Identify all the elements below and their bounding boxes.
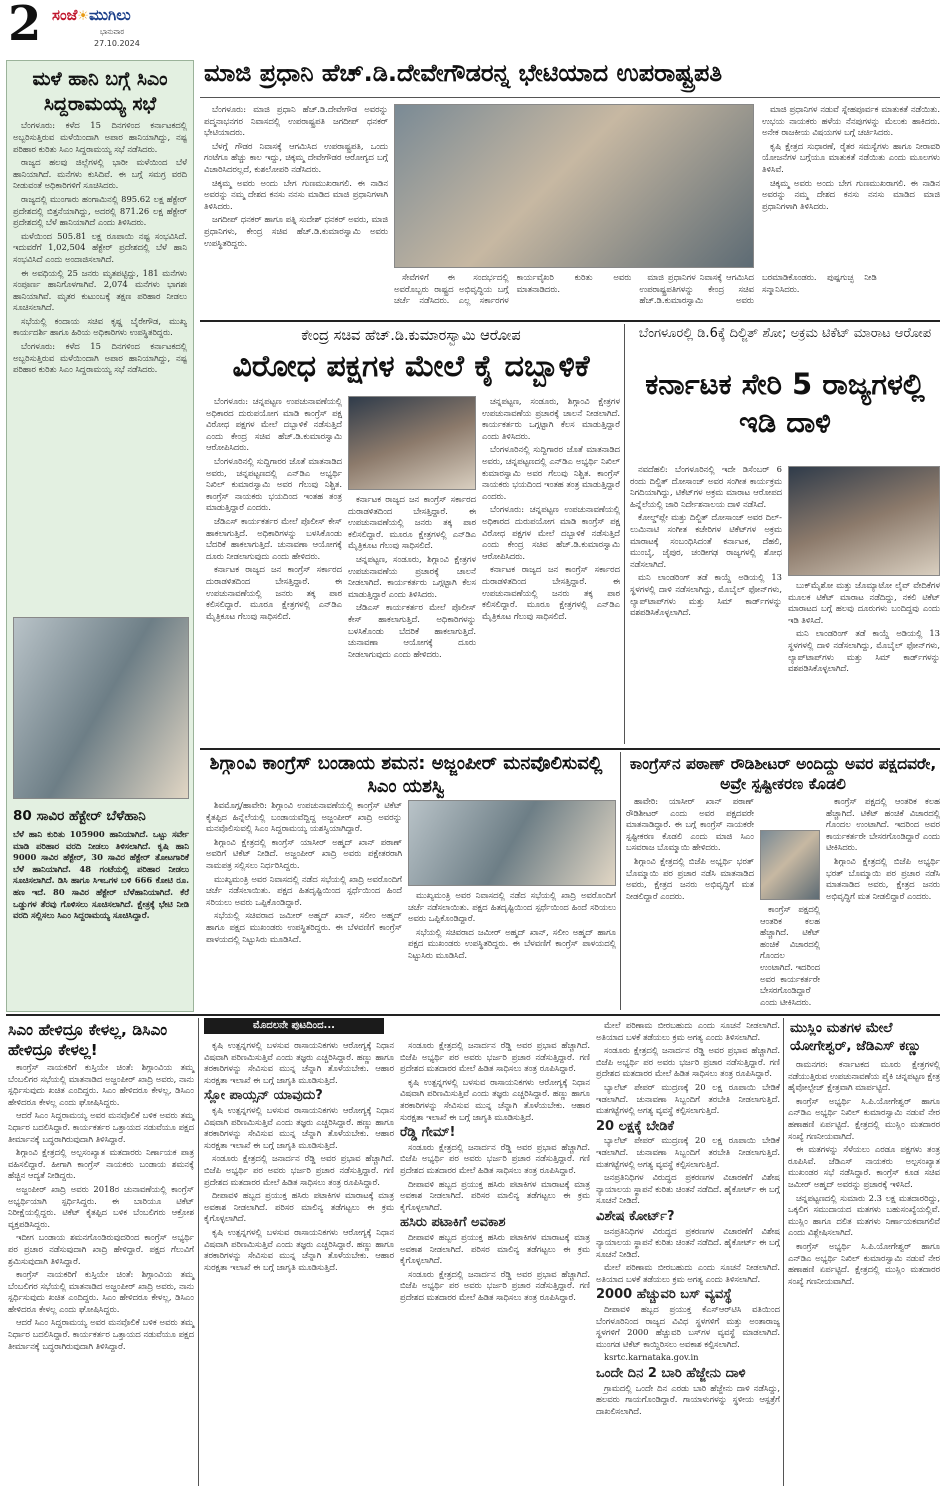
left-box-body: ಬೆಳೆ ಹಾನಿ ಕುರಿತು 105900 ಹಾನಿಯಾಗಿದೆ. ಒಟ್ಟು ಸರ್ವೇ ಮಾಡಿ ಪರಿಹಾರ ವರದಿ ನೀಡಲು ತಿಳಿಸಲಾಗಿದೆ. ಕೃಷಿ ಹಾನಿ 9000 ಸಾವಿರ ಹೆಕ್ಟೇರ್, 30 ಸಾವಿರ ಹೆಕ್ಟೇರ್ ತೋಟಗಾರಿಕೆ ಬೆಳೆ ಹಾನಿಯಾಗಿದೆ. 48 ಗಂಟೆಯಲ್ಲಿ ಪರಿಹಾರ ನೀಡಲು ಸೂಚಿಸಲಾಗಿದೆ. ಡಿಸಿ ಹಾಗೂ ಸಿಇಒಗಳ ಬಳಿ 666 ಕೋಟಿ ರೂ. ಹಣ ಇದೆ. 80 ಸಾವಿರ ಹೆಕ್ಟೇರ್ ಬೆಳೆಹಾನಿಯಾಗಿದೆ. ಕೆರೆ ಒಡ್ಡುಗಳ ತೆರವು ಗೊಳಿಸಲು ಸೂಚಿಸಲಾಗಿದೆ. ಕ್ಷೇತ್ರಕ್ಕೆ ಭೇಟಿ ನೀಡಿ ವರದಿ ಸಲ್ಲಿಸಲು ಸಿಎಂ ಸಿದ್ದರಾಮಯ್ಯ ಸೂಚಿಸಿದ್ದಾರೆ. [13,829,189,921]
continued-column-1 [204,1040,394,1486]
left-box-headline: 80 ಸಾವಿರ ಹೆಕ್ಟೇರ್ ಬೆಳೆಹಾನಿ [13,808,146,824]
paragraph: ರಾಜ್ಯದಲ್ಲಿ ಮುಂಗಾರು ಹಂಗಾಮಿನಲ್ಲಿ 895.62 ಲಕ್ಷ ಹೆಕ್ಟೇರ್ ಪ್ರದೇಶದಲ್ಲಿ ಬಿತ್ತನೆಯಾಗಿದ್ದು, ಅದರಲ್ಲಿ 871.26 ಲಕ್ಷ ಹೆಕ್ಟೇರ್ ಪ್ರದೇಶದಲ್ಲಿ ಬೆಳೆ ಹಾನಿಯಾಗಿದೆ ಎಂದು ತಿಳಿಸಿದರು. [13,193,187,228]
paragraph: ಇದೀಗ ಬಂಡಾಯ ಶಮನಗೊಂಡಿರುವುದರಿಂದ ಕಾಂಗ್ರೆಸ್ ಅಭ್ಯರ್ಥಿ ಪರ ಪ್ರಚಾರ ನಡೆಸುವುದಾಗಿ ಖಾದ್ರಿ ಹೇಳಿದ್ದಾರೆ. ಪಕ್ಷದ ಗೆಲುವಿಗೆ ಶ್ರಮಿಸುವುದಾಗಿ ತಿಳಿಸಿದ್ದಾರೆ. [8,1232,194,1266]
paragraph: ಚನ್ನಪಟ್ಟಣದಲ್ಲಿ ಸುಮಾರು 2.3 ಲಕ್ಷ ಮತದಾರರಿದ್ದು, ಒಕ್ಕಲಿಗ ಸಮುದಾಯದ ಮತಗಳು ಬಹುಸಂಖ್ಯೆಯಲ್ಲಿವೆ. ಮುಸ್ಲಿಂ ಹಾಗೂ ದಲಿತ ಮತಗಳು ನಿರ್ಣಾಯಕವಾಗಲಿವೆ ಎಂದು ವಿಶ್ಲೇಷಿಸಲಾಗಿದೆ. [788,1192,940,1238]
paragraph: ಸಭೆಯಲ್ಲಿ ಸಚಿವರಾದ ಜಮೀರ್ ಅಹ್ಮದ್ ಖಾನ್, ಸಲೀಂ ಅಹ್ಮದ್ ಹಾಗೂ ಪಕ್ಷದ ಮುಖಂಡರು ಉಪಸ್ಥಿತರಿದ್ದರು. ಈ ಬೆಳವಣಿಗೆ ಕಾಂಗ್ರೆಸ್ ಪಾಳಯದಲ್ಲಿ ನಿಟ್ಟುಸಿರು ಮೂಡಿಸಿದೆ. [408,926,616,960]
paragraph: ಕೃಷಿ ಉತ್ಪನ್ನಗಳಲ್ಲಿ ಬಳಸುವ ರಾಸಾಯನಿಕಗಳು ಆರೋಗ್ಯಕ್ಕೆ ನಿಧಾನ ವಿಷವಾಗಿ ಪರಿಣಮಿಸುತ್ತಿವೆ ಎಂದು ತಜ್ಞರು ಎಚ್ಚರಿಸಿದ್ದಾರೆ. ಹಣ್ಣು ಹಾಗೂ ತರಕಾರಿಗಳನ್ನು ಸೇವಿಸುವ ಮುನ್ನ ಚೆನ್ನಾಗಿ ತೊಳೆಯಬೇಕು. ಆಹಾರ ಸುರಕ್ಷತಾ ಇಲಾಖೆ ಈ ಬಗ್ಗೆ ಜಾಗೃತಿ ಮೂಡಿಸುತ್ತಿದೆ. [400,1076,590,1122]
paragraph: ಜೆಡಿಎಸ್ ಕಾರ್ಯಕರ್ತರ ಮೇಲೆ ಪೊಲೀಸ್ ಕೇಸ್ ಹಾಕಲಾಗುತ್ತಿದೆ. ಅಧಿಕಾರಿಗಳನ್ನು ಬಳಸಿಕೊಂಡು ಬೆದರಿಕೆ ಹಾಕಲಾಗುತ್ತಿದೆ. ಚುನಾವಣಾ ಆಯೋಗಕ್ಕೆ ದೂರು ನೀಡಲಾಗುವುದು ಎಂದು ಹೇಳಿದರು. [206,515,342,561]
paragraph: ಬೆಳಗ್ಗೆ ಗೌಡರ ನಿವಾಸಕ್ಕೆ ಆಗಮಿಸಿದ ಉಪರಾಷ್ಟ್ರಪತಿ, ಒಂದು ಗಂಟೆಗೂ ಹೆಚ್ಚು ಕಾಲ ಇದ್ದು, ಚಿಕ್ಕಮ್ಮ ದೇವೇಗೌಡರ ಆರೋಗ್ಯದ ಬಗ್ಗೆ ವಿಚಾರಿಸಿದರಲ್ಲದೆ, ಕುಶಲೋಪರಿ ನಡೆಸಿದರು. [204,140,388,174]
pathan-body-right [826,796,940,1008]
left-story-headline: ಮಳೆ ಹಾನಿ ಬಗ್ಗೆ ಸಿಎಂ ಸಿದ್ದರಾಮಯ್ಯ ಸಭೆ [32,68,168,115]
pathan-body-left [626,796,754,1008]
paragraph: ಬೆಂಗಳೂರು: ಚನ್ನಪಟ್ಟಣ ಉಪಚುನಾವಣೆಯಲ್ಲಿ ಅಧಿಕಾರದ ದುರುಪಯೋಗ ಮಾಡಿ ಕಾಂಗ್ರೆಸ್ ಪಕ್ಷ ವಿರೋಧ ಪಕ್ಷಗಳ ಮೇಲೆ ದಬ್ಬಾಳಿಕೆ ನಡೆಸುತ್ತಿದೆ ಎಂದು ಕೇಂದ್ರ ಸಚಿವ ಹೆಚ್.ಡಿ.ಕುಮಾರಸ್ವಾಮಿ ಆರೋಪಿಸಿದರು. [206,396,342,453]
paragraph: ಈ ಅವಧಿಯಲ್ಲಿ 25 ಜನರು ಮೃತಪಟ್ಟಿದ್ದು, 181 ಮನೆಗಳು ಸಂಪೂರ್ಣ ಹಾನಿಗೊಳಗಾಗಿವೆ. 2,074 ಮನೆಗಳು ಭಾಗಶಃ ಹಾನಿಯಾಗಿವೆ. ಮೃತರ ಕುಟುಂಬಕ್ಕೆ ತಕ್ಷಣ ಪರಿಹಾರ ನೀಡಲು ಸೂಚಿಸಲಾಗಿದೆ. [13,267,187,313]
special-court-subhead: ವಿಶೇಷ ಕೋರ್ಟ್? [596,1208,675,1224]
paragraph: ಬುಕ್‌ಮೈಶೋ ಮತ್ತು ಜೊಮ್ಯಾಟೋ ಲೈವ್ ವೇದಿಕೆಗಳ ಮೂಲಕ ಟಿಕೆಟ್ ಮಾರಾಟ ನಡೆದಿದ್ದು, ನಕಲಿ ಟಿಕೆಟ್ ಮಾರಾಟದ ಬಗ್ಗೆ ಹಲವು ದೂರುಗಳು ಬಂದಿದ್ದವು ಎಂದು ಇಡಿ ತಿಳಿಸಿದೆ. [788,580,940,625]
paragraph: ಶಿಗ್ಗಾಂವಿ ಕ್ಷೇತ್ರದಲ್ಲಿ ಬಿಜೆಪಿ ಅಭ್ಯರ್ಥಿ ಭರತ್ ಬೊಮ್ಮಾಯಿ ಪರ ಪ್ರಚಾರ ನಡೆಸಿ ಮಾತನಾಡಿದ ಅವರು, ಕ್ಷೇತ್ರದ ಜನರು ಅಭಿವೃದ್ಧಿಗೆ ಮತ ನೀಡಲಿದ್ದಾರೆ ಎಂದರು. [826,855,940,901]
brand-part2: ಮುಗಿಲು [88,6,131,24]
continued-label-bar [204,1018,384,1034]
kumaraswamy-photo [348,396,476,490]
paragraph: ಆದರೆ ಸಿಎಂ ಸಿದ್ದರಾಮಯ್ಯ ಅವರ ಮನವೊಲಿಕೆ ಬಳಿಕ ಅವರು ತಮ್ಮ ನಿರ್ಧಾರ ಬದಲಿಸಿದ್ದಾರೆ. ಕಾರ್ಯಕರ್ತರ ಒತ್ತಾಯದ ನಡುವೆಯೂ ಪಕ್ಷದ ತೀರ್ಮಾನಕ್ಕೆ ಬದ್ಧರಾಗಿರುವುದಾಗಿ ತಿಳಿಸಿದ್ದಾರೆ. [8,1317,194,1351]
paragraph: ಈ ಮತಗಳನ್ನು ಸೆಳೆಯಲು ಎರಡೂ ಪಕ್ಷಗಳು ತಂತ್ರ ರೂಪಿಸಿವೆ. ಜೆಡಿಎಸ್ ನಾಯಕರು ಅಲ್ಪಸಂಖ್ಯಾತ ಮುಖಂಡರ ಸಭೆ ನಡೆಸಿದ್ದಾರೆ. ಕಾಂಗ್ರೆಸ್ ಕೂಡ ಸಚಿವ ಜಮೀರ್ ಅಹ್ಮದ್ ಅವರನ್ನು ಪ್ರಚಾರಕ್ಕೆ ಇಳಿಸಿದೆ. [788,1144,940,1190]
paragraph: ಜನಪ್ರತಿನಿಧಿಗಳ ವಿರುದ್ಧದ ಪ್ರಕರಣಗಳ ವಿಚಾರಣೆಗೆ ವಿಶೇಷ ನ್ಯಾಯಾಲಯ ಸ್ಥಾಪನೆ ಕುರಿತು ಚಿಂತನೆ ನಡೆದಿದೆ. ಹೈಕೋರ್ಟ್ ಈ ಬಗ್ಗೆ ಸೂಚನೆ ನೀಡಿದೆ. [596,1172,780,1206]
bottom-left-headline: ಸಿಎಂ ಹೇಳಿದ್ರೂ ಕೇಳಲ್ಲ, ಡಿಸಿಎಂ ಹೇಳಿದ್ರೂ ಕೇಳಲ್ಲ! [8,1021,168,1060]
pathan-headline: ಕಾಂಗ್ರೆಸ್‌ನ ಪಠಾಣ್ ರೌಡಿಶೀಟರ್ ಅಂದಿದ್ದು ಅವರ ಪಕ್ಷದವರೇ, ಅವ್ರೇ ಸ್ಪಷ್ಟೀಕರಣ ಕೊಡಲಿ [629,755,937,794]
bee-attack-subhead: ಒಂದೇ ದಿನ 2 ಬಾರಿ ಹೆಜ್ಜೇನು ದಾಳಿ [596,1366,746,1382]
top-story-body-left [204,104,388,314]
paragraph: ಶಿವಮೊಗ್ಗ/ಹಾವೇರಿ: ಶಿಗ್ಗಾಂವಿ ಉಪಚುನಾವಣೆಯಲ್ಲಿ ಕಾಂಗ್ರೆಸ್ ಟಿಕೆಟ್ ಕೈತಪ್ಪಿದ ಹಿನ್ನೆಲೆಯಲ್ಲಿ ಬಂಡಾಯವೆದ್ದಿದ್ದ ಅಜ್ಜಂಪೀರ್ ಖಾದ್ರಿ ಅವರನ್ನು ಮನವೊಲಿಸುವಲ್ಲಿ ಸಿಎಂ ಸಿದ್ದರಾಮಯ್ಯ ಯಶಸ್ವಿಯಾಗಿದ್ದಾರೆ. [206,800,402,834]
paragraph: ಮಾಜಿ ಪ್ರಧಾನಿಗಳ ನಡುವೆ ಸ್ನೇಹಪೂರ್ವಕ ಮಾತುಕತೆ ನಡೆಯಿತು. ಉಭಯ ನಾಯಕರು ಹಳೆಯ ನೆನಪುಗಳನ್ನು ಮೆಲುಕು ಹಾಕಿದರು. ಅನೇಕ ರಾಜಕೀಯ ವಿಷಯಗಳ ಬಗ್ಗೆ ಚರ್ಚಿಸಿದರು. [762,104,940,138]
masthead [8,2,198,56]
green-crackers-subhead: ಹಸಿರು ಪಟಾಕಿಗೆ ಅವಕಾಶ [400,1215,506,1231]
divider [200,320,940,322]
paragraph: ಚಿಕ್ಕಮ್ಮ ಅವರು ಅಂದು ಬೇಗ ಗುಣಮುಖರಾಗಲಿ. ಈ ನಾಡಿನ ಅವರನ್ನು ನಮ್ಮ ದೇಶದ ಕನಸು ನನಸು ಮಾಡಿದ ಮಾಜಿ ಪ್ರಧಾನಿಗಳಾಗಿ ತಿಳಿಸಿದರು. [762,177,940,211]
divider [783,1018,784,1486]
paragraph: ನವದೆಹಲಿ: ಬೆಂಗಳೂರಿನಲ್ಲಿ ಇದೇ ಡಿಸೆಂಬರ್ 6 ರಂದು ದಿಲ್ಜಿತ್ ದೋಸಾಂಜ್ ಅವರ ಸಂಗೀತ ಕಾರ್ಯಕ್ರಮ ನಿಗದಿಯಾಗಿದ್ದು, ಟಿಕೆಟ್‌ಗಳ ಅಕ್ರಮ ಮಾರಾಟ ಆರೋಪದ ಹಿನ್ನೆಲೆಯಲ್ಲಿ ಜಾರಿ ನಿರ್ದೇಶನಾಲಯ ದಾಳಿ ನಡೆಸಿದೆ. [630,464,782,509]
muslim-body [788,1059,940,1459]
paragraph: ಶಿಗ್ಗಾಂವಿ ಕ್ಷೇತ್ರದಲ್ಲಿ ಅಲ್ಪಸಂಖ್ಯಾತ ಮತದಾರರು ನಿರ್ಣಾಯಕ ಪಾತ್ರ ವಹಿಸಲಿದ್ದಾರೆ. ಹೀಗಾಗಿ ಕಾಂಗ್ರೆಸ್ ನಾಯಕರು ಬಂಡಾಯ ಶಮನಕ್ಕೆ ಹೆಚ್ಚಿನ ಆದ್ಯತೆ ನೀಡಿದ್ದರು. [8,1147,194,1181]
paragraph: ಜೆಡಿಎಸ್ ಕಾರ್ಯಕರ್ತರ ಮೇಲೆ ಪೊಲೀಸ್ ಕೇಸ್ ಹಾಕಲಾಗುತ್ತಿದೆ. ಅಧಿಕಾರಿಗಳನ್ನು ಬಳಸಿಕೊಂಡು ಬೆದರಿಕೆ ಹಾಕಲಾಗುತ್ತಿದೆ. ಚುನಾವಣಾ ಆಯೋಗಕ್ಕೆ ದೂರು ನೀಡಲಾಗುವುದು ಎಂದು ಹೇಳಿದರು. [348,602,476,659]
divider [6,1014,940,1016]
paragraph: ಕೃಷಿ ಉತ್ಪನ್ನಗಳಲ್ಲಿ ಬಳಸುವ ರಾಸಾಯನಿಕಗಳು ಆರೋಗ್ಯಕ್ಕೆ ನಿಧಾನ ವಿಷವಾಗಿ ಪರಿಣಮಿಸುತ್ತಿವೆ ಎಂದು ತಜ್ಞರು ಎಚ್ಚರಿಸಿದ್ದಾರೆ. ಹಣ್ಣು ಹಾಗೂ ತರಕಾರಿಗಳನ್ನು ಸೇವಿಸುವ ಮುನ್ನ ಚೆನ್ನಾಗಿ ತೊಳೆಯಬೇಕು. ಆಹಾರ ಸುರಕ್ಷತಾ ಇಲಾಖೆ ಈ ಬಗ್ಗೆ ಜಾಗೃತಿ ಮೂಡಿಸುತ್ತಿದೆ. [204,1040,394,1085]
paragraph: ಕಾಂಗ್ರೆಸ್ ಅಭ್ಯರ್ಥಿ ಸಿ.ಪಿ.ಯೋಗೇಶ್ವರ್ ಹಾಗೂ ಎನ್‌ಡಿಎ ಅಭ್ಯರ್ಥಿ ನಿಖಿಲ್ ಕುಮಾರಸ್ವಾಮಿ ನಡುವೆ ನೇರ ಹಣಾಹಣಿ ಏರ್ಪಟ್ಟಿದೆ. ಕ್ಷೇತ್ರದಲ್ಲಿ ಮುಸ್ಲಿಂ ಮತದಾರರ ಸಂಖ್ಯೆ ಗಣನೀಯವಾಗಿದೆ. [788,1095,940,1141]
paragraph: ಸಂಡೂರು ಕ್ಷೇತ್ರದಲ್ಲಿ ಜನಾರ್ದನ ರೆಡ್ಡಿ ಅವರ ಪ್ರಭಾವ ಹೆಚ್ಚಾಗಿದೆ. ಬಿಜೆಪಿ ಅಭ್ಯರ್ಥಿ ಪರ ಅವರು ಭರ್ಜರಿ ಪ್ರಚಾರ ನಡೆಸುತ್ತಿದ್ದಾರೆ. ಗಣಿ ಪ್ರದೇಶದ ಮತದಾರರ ಮೇಲೆ ಹಿಡಿತ ಸಾಧಿಸಲು ತಂತ್ರ ರೂಪಿಸಿದ್ದಾರೆ. [596,1045,780,1079]
paragraph: ದೀಪಾವಳಿ ಹಬ್ಬದ ಪ್ರಯುಕ್ತ ಕೆಎಸ್‌ಆರ್‌ಟಿಸಿ ವತಿಯಿಂದ ಬೆಂಗಳೂರಿನಿಂದ ರಾಜ್ಯದ ವಿವಿಧ ಸ್ಥಳಗಳಿಗೆ ಮತ್ತು ಅಂತಾರಾಜ್ಯ ಸ್ಥಳಗಳಿಗೆ 2000 ಹೆಚ್ಚುವರಿ ಬಸ್‌ಗಳ ವ್ಯವಸ್ಥೆ ಮಾಡಲಾಗಿದೆ. ಮುಂಗಡ ಟಿಕೆಟ್ ಕಾಯ್ದಿರಿಸಲು ಅವಕಾಶ ಕಲ್ಪಿಸಲಾಗಿದೆ. [596,1304,780,1349]
paragraph: ಮನಿ ಲಾಂಡರಿಂಗ್ ತಡೆ ಕಾಯ್ದೆ ಅಡಿಯಲ್ಲಿ 13 ಸ್ಥಳಗಳಲ್ಲಿ ದಾಳಿ ನಡೆಸಲಾಗಿದ್ದು, ಮೊಬೈಲ್ ಫೋನ್‌ಗಳು, ಲ್ಯಾಪ್‌ಟಾಪ್‌ಗಳು ಮತ್ತು ಸಿಮ್ ಕಾರ್ಡ್‌ಗಳನ್ನು ವಶಪಡಿಸಿಕೊಳ್ಳಲಾಗಿದೆ. [630,572,782,618]
paragraph: ಜನಪ್ರತಿನಿಧಿಗಳ ವಿರುದ್ಧದ ಪ್ರಕರಣಗಳ ವಿಚಾರಣೆಗೆ ವಿಶೇಷ ನ್ಯಾಯಾಲಯ ಸ್ಥಾಪನೆ ಕುರಿತು ಚಿಂತನೆ ನಡೆದಿದೆ. ಹೈಕೋರ್ಟ್ ಈ ಬಗ್ಗೆ ಸೂಚನೆ ನೀಡಿದೆ. [596,1225,780,1259]
paragraph: ಮೇಲೆ ಪರಿಣಾಮ ಬೀರಬಹುದು ಎಂದು ಸೂಚನೆ ನೀಡಲಾಗಿದೆ. ಅತಿಯಾದ ಬಳಕೆ ತಡೆಯಲು ಕ್ರಮ ಅಗತ್ಯ ಎಂದು ತಿಳಿಸಲಾಗಿದೆ. [596,1020,780,1042]
paragraph: ಕೃಷಿ ಉತ್ಪನ್ನಗಳಲ್ಲಿ ಬಳಸುವ ರಾಸಾಯನಿಕಗಳು ಆರೋಗ್ಯಕ್ಕೆ ನಿಧಾನ ವಿಷವಾಗಿ ಪರಿಣಮಿಸುತ್ತಿವೆ ಎಂದು ತಜ್ಞರು ಎಚ್ಚರಿಸಿದ್ದಾರೆ. ಹಣ್ಣು ಹಾಗೂ ತರಕಾರಿಗಳನ್ನು ಸೇವಿಸುವ ಮುನ್ನ ಚೆನ್ನಾಗಿ ತೊಳೆಯಬೇಕು. ಆಹಾರ ಸುರಕ್ಷತಾ ಇಲಾಖೆ ಈ ಬಗ್ಗೆ ಜಾಗೃತಿ ಮೂಡಿಸುತ್ತಿದೆ. [204,1226,394,1272]
top-story-body-under-photo [394,272,877,316]
divider [620,752,621,1010]
pathan-body-mid [760,904,820,1008]
pathan-photo [760,830,820,900]
paragraph: ರಾಜ್ಯದ ಹಲವು ಜಿಲ್ಲೆಗಳಲ್ಲಿ ಭಾರೀ ಮಳೆಯಿಂದ ಬೆಳೆ ಹಾನಿಯಾಗಿದೆ. ಮನೆಗಳು ಕುಸಿದಿವೆ. ಈ ಬಗ್ಗೆ ಸಮಗ್ರ ವರದಿ ನೀಡುವಂತೆ ಅಧಿಕಾರಿಗಳಿಗೆ ಸೂಚಿಸಿದರು. [13,157,187,191]
election-story [596,1020,780,1486]
paragraph: ಗ್ರಾಮದಲ್ಲಿ ಒಂದೇ ದಿನ ಎರಡು ಬಾರಿ ಹೆಜ್ಜೇನು ದಾಳಿ ನಡೆಸಿದ್ದು, ಹಲವರು ಗಾಯಗೊಂಡಿದ್ದಾರೆ. ಗಾಯಾಳುಗಳನ್ನು ಸ್ಥಳೀಯ ಆಸ್ಪತ್ರೆಗೆ ದಾಖಲಿಸಲಾಗಿದೆ. [596,1382,780,1416]
issue-day: ಭಾನುವಾರ [100,28,125,36]
ed-body-right [788,580,940,744]
sun-icon: ☀ [77,9,89,24]
ed-kicker: ಬೆಂಗಳೂರಲ್ಲಿ ಡಿ.6ಕ್ಕೆ ದಿಲ್ಜಿತ್ ಶೋ; ಅಕ್ರಮ ಟಿಕೆಟ್ ಮಾರಾಟ ಆರೋಪ [638,326,932,341]
paragraph: ಬೆಂಗಳೂರು: ಮಾಜಿ ಪ್ರಧಾನಿ ಹೆಚ್.ಡಿ.ದೇವೇಗೌಡ ಅವರನ್ನು ಪದ್ಮನಾಭನಗರ ನಿವಾಸದಲ್ಲಿ ಉಪರಾಷ್ಟ್ರಪತಿ ಜಗದೀಪ್ ಧನಕರ್ ಭೇಟಿಯಾದರು. [204,104,388,138]
paragraph: ಬೆಂಗಳೂರಿನಲ್ಲಿ ಸುದ್ದಿಗಾರರ ಜೊತೆ ಮಾತನಾಡಿದ ಅವರು, ಚನ್ನಪಟ್ಟಣದಲ್ಲಿ ಎನ್‌ಡಿಎ ಅಭ್ಯರ್ಥಿ ನಿಖಿಲ್ ಕುಮಾರಸ್ವಾಮಿ ಅವರ ಗೆಲುವು ನಿಶ್ಚಿತ. ಕಾಂಗ್ರೆಸ್ ನಾಯಕರು ಭಯದಿಂದ ಇಂತಹ ತಂತ್ರ ಮಾಡುತ್ತಿದ್ದಾರೆ ಎಂದರು. [206,455,342,513]
brand-logo [52,6,131,24]
paragraph: ದೀಪಾವಳಿ ಹಬ್ಬದ ಪ್ರಯುಕ್ತ ಹಸಿರು ಪಟಾಕಿಗಳ ಮಾರಾಟಕ್ಕೆ ಮಾತ್ರ ಅವಕಾಶ ನೀಡಲಾಗಿದೆ. ಪರಿಸರ ಮಾಲಿನ್ಯ ತಡೆಗಟ್ಟಲು ಈ ಕ್ರಮ ಕೈಗೊಳ್ಳಲಾಗಿದೆ. [204,1190,394,1224]
paragraph: ಹಾವೇರಿ: ಯಾಸೀರ್ ಖಾನ್ ಪಠಾಣ್ ರೌಡಿಶೀಟರ್ ಎಂದು ಅವರ ಪಕ್ಷದವರೇ ಮಾತನಾಡಿದ್ದಾರೆ. ಈ ಬಗ್ಗೆ ಕಾಂಗ್ರೆಸ್ ನಾಯಕರೇ ಸ್ಪಷ್ಟೀಕರಣ ಕೊಡಲಿ ಎಂದು ಮಾಜಿ ಸಿಎಂ ಬಸವರಾಜ ಬೊಮ್ಮಾಯಿ ಹೇಳಿದರು. [626,796,754,853]
paragraph: ಜಗದೀಪ್ ಧನಕರ್ ಹಾಗೂ ಪತ್ನಿ ಸುದೇಶ್ ಧನಕರ್ ಅವರು, ಮಾಜಿ ಪ್ರಧಾನಿಗಳು, ಕೇಂದ್ರ ಸಚಿವ ಹೆಚ್.ಡಿ.ಕುಮಾರಸ್ವಾಮಿ ಅವರು ಉಪಸ್ಥಿತರಿದ್ದರು. [204,214,388,248]
paragraph: ಕರ್ನಾಟಕ ರಾಜ್ಯದ ಜನ ಕಾಂಗ್ರೆಸ್ ಸರ್ಕಾರದ ದುರಾಡಳಿತದಿಂದ ಬೇಸತ್ತಿದ್ದಾರೆ. ಈ ಉಪಚುನಾವಣೆಯಲ್ಲಿ ಜನರು ತಕ್ಕ ಪಾಠ ಕಲಿಸಲಿದ್ದಾರೆ. ಮೂರೂ ಕ್ಷೇತ್ರಗಳಲ್ಲಿ ಎನ್‌ಡಿಎ ಮೈತ್ರಿಕೂಟ ಗೆಲುವು ಸಾಧಿಸಲಿದೆ. [206,564,342,621]
bus-subhead: 2000 ಹೆಚ್ಚುವರಿ ಬಸ್ ವ್ಯವಸ್ಥೆ [596,1287,732,1303]
paragraph: ಕರ್ನಾಟಕ ರಾಜ್ಯದ ಜನ ಕಾಂಗ್ರೆಸ್ ಸರ್ಕಾರದ ದುರಾಡಳಿತದಿಂದ ಬೇಸತ್ತಿದ್ದಾರೆ. ಈ ಉಪಚುನಾವಣೆಯಲ್ಲಿ ಜನರು ತಕ್ಕ ಪಾಠ ಕಲಿಸಲಿದ್ದಾರೆ. ಮೂರೂ ಕ್ಷೇತ್ರಗಳಲ್ಲಿ ಎನ್‌ಡಿಎ ಮೈತ್ರಿಕೂಟ ಗೆಲುವು ಸಾಧಿಸಲಿದೆ. [482,564,620,621]
paragraph: ಸಂಡೂರು ಕ್ಷೇತ್ರದಲ್ಲಿ ಜನಾರ್ದನ ರೆಡ್ಡಿ ಅವರ ಪ್ರಭಾವ ಹೆಚ್ಚಾಗಿದೆ. ಬಿಜೆಪಿ ಅಭ್ಯರ್ಥಿ ಪರ ಅವರು ಭರ್ಜರಿ ಪ್ರಚಾರ ನಡೆಸುತ್ತಿದ್ದಾರೆ. ಗಣಿ ಪ್ರದೇಶದ ಮತದಾರರ ಮೇಲೆ ಹಿಡಿತ ಸಾಧಿಸಲು ತಂತ್ರ ರೂಪಿಸಿದ್ದಾರೆ. [204,1153,394,1187]
paragraph: ಶಿಗ್ಗಾಂವಿ ಕ್ಷೇತ್ರದಲ್ಲಿ ಬಿಜೆಪಿ ಅಭ್ಯರ್ಥಿ ಭರತ್ ಬೊಮ್ಮಾಯಿ ಪರ ಪ್ರಚಾರ ನಡೆಸಿ ಮಾತನಾಡಿದ ಅವರು, ಕ್ಷೇತ್ರದ ಜನರು ಅಭಿವೃದ್ಧಿಗೆ ಮತ ನೀಡಲಿದ್ದಾರೆ ಎಂದರು. [626,855,754,901]
paragraph: ರಾಮನಗರ: ಕರ್ನಾಟಕದ ಮೂರು ಕ್ಷೇತ್ರಗಳಲ್ಲಿ ನಡೆಯುತ್ತಿರುವ ಉಪಚುನಾವಣೆಯ ಪೈಕಿ ಚನ್ನಪಟ್ಟಣ ಕ್ಷೇತ್ರ ಹೈವೋಲ್ಟೇಜ್ ಕ್ಷೇತ್ರವಾಗಿ ಮಾರ್ಪಟ್ಟಿದೆ. [788,1059,940,1093]
issue-date: 27.10.2024 [94,39,140,48]
kumaraswamy-kicker: ಕೇಂದ್ರ ಸಚಿವ ಹೆಚ್.ಡಿ.ಕುಮಾರಸ್ವಾಮಿ ಆರೋಪ [301,328,521,344]
continued-label: ಮೊದಲನೇ ಪುಟದಿಂದ... [253,1020,335,1031]
muslim-headline: ಮುಸ್ಲಿಂ ಮತಗಳ ಮೇಲೆ ಯೋಗೇಶ್ವರ್, ಜೆಡಿಎಸ್ ಕಣ್ಣು [790,1020,922,1054]
paragraph: ಕೋಲ್ಡ್‌ಪ್ಲೇ ಮತ್ತು ದಿಲ್ಜಿತ್ ದೋಸಾಂಜ್ ಅವರ ದಿಲ್-ಲುಮಿನಾಟಿ ಸಂಗೀತ ಕಚೇರಿಗಳ ಟಿಕೆಟ್‌ಗಳ ಅಕ್ರಮ ಮಾರಾಟಕ್ಕೆ ಸಂಬಂಧಿಸಿದಂತೆ ಕರ್ನಾಟಕ, ದೆಹಲಿ, ಮುಂಬೈ, ಜೈಪುರ, ಚಂಡೀಗಢ ರಾಜ್ಯಗಳಲ್ಲಿ ಶೋಧ ನಡೆಸಲಾಗಿದೆ. [630,512,782,569]
shiggaon-body-left [206,800,402,1008]
paragraph: ಮುಖ್ಯಮಂತ್ರಿ ಅವರ ನಿವಾಸದಲ್ಲಿ ನಡೆದ ಸಭೆಯಲ್ಲಿ ಖಾದ್ರಿ ಅವರೊಂದಿಗೆ ಚರ್ಚೆ ನಡೆಸಲಾಯಿತು. ಪಕ್ಷದ ಹಿತದೃಷ್ಟಿಯಿಂದ ಸ್ಪರ್ಧೆಯಿಂದ ಹಿಂದೆ ಸರಿಯಲು ಅವರು ಒಪ್ಪಿಕೊಂಡಿದ್ದಾರೆ. [408,890,616,924]
top-story-photo [394,104,754,268]
left-column [6,60,194,1012]
paragraph: ಕರ್ನಾಟಕ ರಾಜ್ಯದ ಜನ ಕಾಂಗ್ರೆಸ್ ಸರ್ಕಾರದ ದುರಾಡಳಿತದಿಂದ ಬೇಸತ್ತಿದ್ದಾರೆ. ಈ ಉಪಚುನಾವಣೆಯಲ್ಲಿ ಜನರು ತಕ್ಕ ಪಾಠ ಕಲಿಸಲಿದ್ದಾರೆ. ಮೂರೂ ಕ್ಷೇತ್ರಗಳಲ್ಲಿ ಎನ್‌ಡಿಎ ಮೈತ್ರಿಕೂಟ ಗೆಲುವು ಸಾಧಿಸಲಿದೆ. [348,494,476,551]
paragraph: ಸಂಡೂರು ಕ್ಷೇತ್ರದಲ್ಲಿ ಜನಾರ್ದನ ರೆಡ್ಡಿ ಅವರ ಪ್ರಭಾವ ಹೆಚ್ಚಾಗಿದೆ. ಬಿಜೆಪಿ ಅಭ್ಯರ್ಥಿ ಪರ ಅವರು ಭರ್ಜರಿ ಪ್ರಚಾರ ನಡೆಸುತ್ತಿದ್ದಾರೆ. ಗಣಿ ಪ್ರದೇಶದ ಮತದಾರರ ಮೇಲೆ ಹಿಡಿತ ಸಾಧಿಸಲು ತಂತ್ರ ರೂಪಿಸಿದ್ದಾರೆ. [400,1040,590,1074]
paragraph: ಕಾಂಗ್ರೆಸ್ ನಾಯಕರಿಗೆ ಕುಸ್ತಿಯೇ ಚಿಂತೆ: ಶಿಗ್ಗಾಂವಿಯ ತಮ್ಮ ಬೆಂಬಲಿಗರ ಸಭೆಯಲ್ಲಿ ಮಾತನಾಡಿದ ಅಜ್ಜಂಪೀರ್ ಖಾದ್ರಿ ಅವರು, ನಾನು ಸ್ಪರ್ಧಿಸುವುದು ಖಚಿತ ಎಂದಿದ್ದರು. ಸಿಎಂ ಹೇಳಿದರೂ ಕೇಳಲ್ಲ, ಡಿಸಿಎಂ ಹೇಳಿದರೂ ಕೇಳಲ್ಲ ಎಂದು ಘೋಷಿಸಿದ್ದರು. [8,1269,194,1314]
ed-headline: ಕರ್ನಾಟಕ ಸೇರಿ 5 ರಾಜ್ಯಗಳಲ್ಲಿ ಇಡಿ ದಾಳಿ [645,367,925,439]
paragraph: ಬೆಂಗಳೂರು: ಕಳೆದ 15 ದಿನಗಳಿಂದ ಕರ್ನಾಟಕದಲ್ಲಿ ಅಬ್ಬರಿಸುತ್ತಿರುವ ಮಳೆಯಿಂದಾಗಿ ಅಪಾರ ಹಾನಿಯಾಗಿದ್ದು, ನಷ್ಟ ಪರಿಹಾರ ಕುರಿತು ಸಿಎಂ ಸಿದ್ದರಾಮಯ್ಯ ಸಭೆ ನಡೆಸಿದರು. [13,341,187,375]
reddy-game-subhead: ರೆಡ್ಡಿ ಗೇಮ್! [400,1125,456,1141]
divider [200,97,940,98]
paragraph: ಬ್ಯಾಲೆಟ್ ಪೇಪರ್ ಮುದ್ರಣಕ್ಕೆ 20 ಲಕ್ಷ ರೂಪಾಯಿ ಬೇಡಿಕೆ ಇಡಲಾಗಿದೆ. ಚುನಾವಣಾ ಸಿಬ್ಬಂದಿಗೆ ತರಬೇತಿ ನೀಡಲಾಗುತ್ತಿದೆ. ಮತಗಟ್ಟೆಗಳಲ್ಲಿ ಅಗತ್ಯ ವ್ಯವಸ್ಥೆ ಕಲ್ಪಿಸಲಾಗುತ್ತಿದೆ. [596,1081,780,1116]
paragraph: ದೀಪಾವಳಿ ಹಬ್ಬದ ಪ್ರಯುಕ್ತ ಹಸಿರು ಪಟಾಕಿಗಳ ಮಾರಾಟಕ್ಕೆ ಮಾತ್ರ ಅವಕಾಶ ನೀಡಲಾಗಿದೆ. ಪರಿಸರ ಮಾಲಿನ್ಯ ತಡೆಗಟ್ಟಲು ಈ ಕ್ರಮ ಕೈಗೊಳ್ಳಲಾಗಿದೆ. [400,1178,590,1212]
shiggaon-body-right [408,890,616,1008]
paragraph: ಚನ್ನಪಟ್ಟಣ, ಸಂಡೂರು, ಶಿಗ್ಗಾಂವಿ ಕ್ಷೇತ್ರಗಳ ಉಪಚುನಾವಣೆಯ ಪ್ರಚಾರಕ್ಕೆ ಚಾಲನೆ ನೀಡಲಾಗಿದೆ. ಕಾರ್ಯಕರ್ತರು ಒಗ್ಗಟ್ಟಾಗಿ ಕೆಲಸ ಮಾಡುತ್ತಿದ್ದಾರೆ ಎಂದು ತಿಳಿಸಿದರು. [482,396,620,441]
paragraph: ಕಾಂಗ್ರೆಸ್ ಪಕ್ಷದಲ್ಲಿ ಆಂತರಿಕ ಕಲಹ ಹೆಚ್ಚಾಗಿದೆ. ಟಿಕೆಟ್ ಹಂಚಿಕೆ ವಿಚಾರದಲ್ಲಿ ಗೊಂದಲ ಉಂಟಾಗಿದೆ. ಇದರಿಂದ ಅವರ ಕಾರ್ಯಕರ್ತರೇ ಬೇಸರಗೊಂಡಿದ್ದಾರೆ ಎಂದು ಟೀಕಿಸಿದರು. [760,904,820,1007]
shiggaon-photo [408,800,616,886]
paragraph: ಮೇಲೆ ಪರಿಣಾಮ ಬೀರಬಹುದು ಎಂದು ಸೂಚನೆ ನೀಡಲಾಗಿದೆ. ಅತಿಯಾದ ಬಳಕೆ ತಡೆಯಲು ಕ್ರಮ ಅಗತ್ಯ ಎಂದು ತಿಳಿಸಲಾಗಿದೆ. [596,1262,780,1284]
paragraph: ದೀಪಾವಳಿ ಹಬ್ಬದ ಪ್ರಯುಕ್ತ ಹಸಿರು ಪಟಾಕಿಗಳ ಮಾರಾಟಕ್ಕೆ ಮಾತ್ರ ಅವಕಾಶ ನೀಡಲಾಗಿದೆ. ಪರಿಸರ ಮಾಲಿನ್ಯ ತಡೆಗಟ್ಟಲು ಈ ಕ್ರಮ ಕೈಗೊಳ್ಳಲಾಗಿದೆ. [400,1231,590,1266]
slow-poison-subhead: ಸ್ಲೋ ಪಾಯ್ಸನ್ ಯಾವುದು? [204,1088,323,1104]
paragraph: ಚನ್ನಪಟ್ಟಣ, ಸಂಡೂರು, ಶಿಗ್ಗಾಂವಿ ಕ್ಷೇತ್ರಗಳ ಉಪಚುನಾವಣೆಯ ಪ್ರಚಾರಕ್ಕೆ ಚಾಲನೆ ನೀಡಲಾಗಿದೆ. ಕಾರ್ಯಕರ್ತರು ಒಗ್ಗಟ್ಟಾಗಿ ಕೆಲಸ ಮಾಡುತ್ತಿದ್ದಾರೆ ಎಂದು ತಿಳಿಸಿದರು. [348,553,476,599]
demand-subhead: 20 ಲಕ್ಷಕ್ಕೆ ಬೇಡಿಕೆ [596,1118,674,1134]
paragraph: ಕಾಂಗ್ರೆಸ್ ಅಭ್ಯರ್ಥಿ ಸಿ.ಪಿ.ಯೋಗೇಶ್ವರ್ ಹಾಗೂ ಎನ್‌ಡಿಎ ಅಭ್ಯರ್ಥಿ ನಿಖಿಲ್ ಕುಮಾರಸ್ವಾಮಿ ನಡುವೆ ನೇರ ಹಣಾಹಣಿ ಏರ್ಪಟ್ಟಿದೆ. ಕ್ಷೇತ್ರದಲ್ಲಿ ಮುಸ್ಲಿಂ ಮತದಾರರ ಸಂಖ್ಯೆ ಗಣನೀಯವಾಗಿದೆ. [788,1241,940,1286]
paragraph: ಬೆಂಗಳೂರಿನಲ್ಲಿ ಸುದ್ದಿಗಾರರ ಜೊತೆ ಮಾತನಾಡಿದ ಅವರು, ಚನ್ನಪಟ್ಟಣದಲ್ಲಿ ಎನ್‌ಡಿಎ ಅಭ್ಯರ್ಥಿ ನಿಖಿಲ್ ಕುಮಾರಸ್ವಾಮಿ ಅವರ ಗೆಲುವು ನಿಶ್ಚಿತ. ಕಾಂಗ್ರೆಸ್ ನಾಯಕರು ಭಯದಿಂದ ಇಂತಹ ತಂತ್ರ ಮಾಡುತ್ತಿದ್ದಾರೆ ಎಂದರು. [482,444,620,501]
divider [624,324,625,744]
paragraph: ಸಂಡೂರು ಕ್ಷೇತ್ರದಲ್ಲಿ ಜನಾರ್ದನ ರೆಡ್ಡಿ ಅವರ ಪ್ರಭಾವ ಹೆಚ್ಚಾಗಿದೆ. ಬಿಜೆಪಿ ಅಭ್ಯರ್ಥಿ ಪರ ಅವರು ಭರ್ಜರಿ ಪ್ರಚಾರ ನಡೆಸುತ್ತಿದ್ದಾರೆ. ಗಣಿ ಪ್ರದೇಶದ ಮತದಾರರ ಮೇಲೆ ಹಿಡಿತ ಸಾಧಿಸಲು ತಂತ್ರ ರೂಪಿಸಿದ್ದಾರೆ. [400,1268,590,1302]
bottom-left-body [8,1062,194,1486]
paragraph: ಸಂಡೂರು ಕ್ಷೇತ್ರದಲ್ಲಿ ಜನಾರ್ದನ ರೆಡ್ಡಿ ಅವರ ಪ್ರಭಾವ ಹೆಚ್ಚಾಗಿದೆ. ಬಿಜೆಪಿ ಅಭ್ಯರ್ಥಿ ಪರ ಅವರು ಭರ್ಜರಿ ಪ್ರಚಾರ ನಡೆಸುತ್ತಿದ್ದಾರೆ. ಗಣಿ ಪ್ರದೇಶದ ಮತದಾರರ ಮೇಲೆ ಹಿಡಿತ ಸಾಧಿಸಲು ತಂತ್ರ ರೂಪಿಸಿದ್ದಾರೆ. [400,1141,590,1175]
paragraph: ಅಜ್ಜಂಪೀರ್ ಖಾದ್ರಿ ಅವರು 2018ರ ಚುನಾವಣೆಯಲ್ಲಿ ಕಾಂಗ್ರೆಸ್ ಅಭ್ಯರ್ಥಿಯಾಗಿ ಸ್ಪರ್ಧಿಸಿದ್ದರು. ಈ ಬಾರಿಯೂ ಟಿಕೆಟ್ ನಿರೀಕ್ಷೆಯಲ್ಲಿದ್ದರು. ಟಿಕೆಟ್ ಕೈತಪ್ಪಿದ ಬಳಿಕ ಬೆಂಬಲಿಗರು ಆಕ್ರೋಶ ವ್ಯಕ್ತಪಡಿಸಿದ್ದರು. [8,1183,194,1229]
website-link: ksrtc.karnataka.gov.in [604,1352,699,1363]
paragraph: ಬೆಂಗಳೂರು: ಚನ್ನಪಟ್ಟಣ ಉಪಚುನಾವಣೆಯಲ್ಲಿ ಅಧಿಕಾರದ ದುರುಪಯೋಗ ಮಾಡಿ ಕಾಂಗ್ರೆಸ್ ಪಕ್ಷ ವಿರೋಧ ಪಕ್ಷಗಳ ಮೇಲೆ ದಬ್ಬಾಳಿಕೆ ನಡೆಸುತ್ತಿದೆ ಎಂದು ಕೇಂದ್ರ ಸಚಿವ ಹೆಚ್.ಡಿ.ಕುಮಾರಸ್ವಾಮಿ ಆರೋಪಿಸಿದರು. [482,504,620,561]
paragraph: ಶಿಗ್ಗಾಂವಿ ಕ್ಷೇತ್ರದಲ್ಲಿ ಕಾಂಗ್ರೆಸ್ ಯಾಸೀರ್ ಅಹ್ಮದ್ ಖಾನ್ ಪಠಾಣ್ ಅವರಿಗೆ ಟಿಕೆಟ್ ನೀಡಿದೆ. ಅಜ್ಜಂಪೀರ್ ಖಾದ್ರಿ ಅವರು ಪಕ್ಷೇತರರಾಗಿ ನಾಮಪತ್ರ ಸಲ್ಲಿಸಲು ನಿರ್ಧರಿಸಿದ್ದರು. [206,836,402,870]
kumaraswamy-body-mid [348,494,476,746]
paragraph: ಆದರೆ ಸಿಎಂ ಸಿದ್ದರಾಮಯ್ಯ ಅವರ ಮನವೊಲಿಕೆ ಬಳಿಕ ಅವರು ತಮ್ಮ ನಿರ್ಧಾರ ಬದಲಿಸಿದ್ದಾರೆ. ಕಾರ್ಯಕರ್ತರ ಒತ್ತಾಯದ ನಡುವೆಯೂ ಪಕ್ಷದ ತೀರ್ಮಾನಕ್ಕೆ ಬದ್ಧರಾಗಿರುವುದಾಗಿ ತಿಳಿಸಿದ್ದಾರೆ. [8,1110,194,1144]
paragraph: ಕಾಂಗ್ರೆಸ್ ಪಕ್ಷದಲ್ಲಿ ಆಂತರಿಕ ಕಲಹ ಹೆಚ್ಚಾಗಿದೆ. ಟಿಕೆಟ್ ಹಂಚಿಕೆ ವಿಚಾರದಲ್ಲಿ ಗೊಂದಲ ಉಂಟಾಗಿದೆ. ಇದರಿಂದ ಅವರ ಕಾರ್ಯಕರ್ತರೇ ಬೇಸರಗೊಂಡಿದ್ದಾರೆ ಎಂದು ಟೀಕಿಸಿದರು. [826,796,940,853]
ed-body-left [630,464,782,744]
left-story-photo [13,617,189,799]
paragraph: ಸೇವೆಗಳಿಗೆ ಈ ಸಂದರ್ಭದಲ್ಲಿ ಅವರೊಬ್ಬರು ರಾಷ್ಟ್ರದ ಅಭಿವೃದ್ಧಿಯ ಬಗ್ಗೆ ಚರ್ಚೆ ನಡೆಸಿದರು. ಎಲ್ಲ ಸರ್ಕಾರಗಳ ಕಾರ್ಯವೈಖರಿ ಕುರಿತು ಅವರು ಮಾತನಾಡಿದರು. [394,272,632,306]
paragraph: ಕೃಷಿ ಕ್ಷೇತ್ರದ ಸುಧಾರಣೆ, ರೈತರ ಸಮಸ್ಯೆಗಳು ಹಾಗೂ ನೀರಾವರಿ ಯೋಜನೆಗಳ ಬಗ್ಗೆಯೂ ಮಾತುಕತೆ ನಡೆಯಿತು ಎಂದು ಮೂಲಗಳು ತಿಳಿಸಿವೆ. [762,140,940,174]
page-number: 2 [8,0,42,52]
paragraph: ಸಭೆಯಲ್ಲಿ ಕಂದಾಯ ಸಚಿವ ಕೃಷ್ಣ ಬೈರೇಗೌಡ, ಮುಖ್ಯ ಕಾರ್ಯದರ್ಶಿ ಹಾಗೂ ಹಿರಿಯ ಅಧಿಕಾರಿಗಳು ಉಪಸ್ಥಿತರಿದ್ದರು. [13,315,187,338]
paragraph: ಸಭೆಯಲ್ಲಿ ಸಚಿವರಾದ ಜಮೀರ್ ಅಹ್ಮದ್ ಖಾನ್, ಸಲೀಂ ಅಹ್ಮದ್ ಹಾಗೂ ಪಕ್ಷದ ಮುಖಂಡರು ಉಪಸ್ಥಿತರಿದ್ದರು. ಈ ಬೆಳವಣಿಗೆ ಕಾಂಗ್ರೆಸ್ ಪಾಳಯದಲ್ಲಿ ನಿಟ್ಟುಸಿರು ಮೂಡಿಸಿದೆ. [206,910,402,944]
brand-part1: ಸಂಜೆ [52,6,78,24]
paragraph: ಬ್ಯಾಲೆಟ್ ಪೇಪರ್ ಮುದ್ರಣಕ್ಕೆ 20 ಲಕ್ಷ ರೂಪಾಯಿ ಬೇಡಿಕೆ ಇಡಲಾಗಿದೆ. ಚುನಾವಣಾ ಸಿಬ್ಬಂದಿಗೆ ತರಬೇತಿ ನೀಡಲಾಗುತ್ತಿದೆ. ಮತಗಟ್ಟೆಗಳಲ್ಲಿ ಅಗತ್ಯ ವ್ಯವಸ್ಥೆ ಕಲ್ಪಿಸಲಾಗುತ್ತಿದೆ. [596,1135,780,1169]
paragraph: ಕಾಂಗ್ರೆಸ್ ನಾಯಕರಿಗೆ ಕುಸ್ತಿಯೇ ಚಿಂತೆ: ಶಿಗ್ಗಾಂವಿಯ ತಮ್ಮ ಬೆಂಬಲಿಗರ ಸಭೆಯಲ್ಲಿ ಮಾತನಾಡಿದ ಅಜ್ಜಂಪೀರ್ ಖಾದ್ರಿ ಅವರು, ನಾನು ಸ್ಪರ್ಧಿಸುವುದು ಖಚಿತ ಎಂದಿದ್ದರು. ಸಿಎಂ ಹೇಳಿದರೂ ಕೇಳಲ್ಲ, ಡಿಸಿಎಂ ಹೇಳಿದರೂ ಕೇಳಲ್ಲ ಎಂದು ಘೋಷಿಸಿದ್ದರು. [8,1062,194,1107]
paragraph: ಬೆಂಗಳೂರು: ಕಳೆದ 15 ದಿನಗಳಿಂದ ಕರ್ನಾಟಕದಲ್ಲಿ ಅಬ್ಬರಿಸುತ್ತಿರುವ ಮಳೆಯಿಂದಾಗಿ ಅಪಾರ ಹಾನಿಯಾಗಿದ್ದು, ನಷ್ಟ ಪರಿಹಾರ ಕುರಿತು ಸಿಎಂ ಸಿದ್ದರಾಮಯ್ಯ ಸಭೆ ನಡೆಸಿದರು. [13,120,187,154]
divider [200,748,940,750]
paragraph: ಮನಿ ಲಾಂಡರಿಂಗ್ ತಡೆ ಕಾಯ್ದೆ ಅಡಿಯಲ್ಲಿ 13 ಸ್ಥಳಗಳಲ್ಲಿ ದಾಳಿ ನಡೆಸಲಾಗಿದ್ದು, ಮೊಬೈಲ್ ಫೋನ್‌ಗಳು, ಲ್ಯಾಪ್‌ಟಾಪ್‌ಗಳು ಮತ್ತು ಸಿಮ್ ಕಾರ್ಡ್‌ಗಳನ್ನು ವಶಪಡಿಸಿಕೊಳ್ಳಲಾಗಿದೆ. [788,628,940,674]
paragraph: ಚಿಕ್ಕಮ್ಮ ಅವರು ಅಂದು ಬೇಗ ಗುಣಮುಖರಾಗಲಿ. ಈ ನಾಡಿನ ಅವರನ್ನು ನಮ್ಮ ದೇಶದ ಕನಸು ನನಸು ಮಾಡಿದ ಮಾಜಿ ಪ್ರಧಾನಿಗಳಾಗಿ ತಿಳಿಸಿದರು. [204,177,388,211]
paragraph: ಮುಖ್ಯಮಂತ್ರಿ ಅವರ ನಿವಾಸದಲ್ಲಿ ನಡೆದ ಸಭೆಯಲ್ಲಿ ಖಾದ್ರಿ ಅವರೊಂದಿಗೆ ಚರ್ಚೆ ನಡೆಸಲಾಯಿತು. ಪಕ್ಷದ ಹಿತದೃಷ್ಟಿಯಿಂದ ಸ್ಪರ್ಧೆಯಿಂದ ಹಿಂದೆ ಸರಿಯಲು ಅವರು ಒಪ್ಪಿಕೊಂಡಿದ್ದಾರೆ. [206,873,402,907]
top-story-headline: ಮಾಜಿ ಪ್ರಧಾನಿ ಹೆಚ್.ಡಿ.ದೇವೇಗೌಡರನ್ನ ಭೇಟಿಯಾದ ಉಪರಾಷ್ಟ್ರಪತಿ [204,59,723,87]
muslim-story-box [788,1018,940,1486]
shiggaon-headline: ಶಿಗ್ಗಾಂವಿ ಕಾಂಗ್ರೆಸ್ ಬಂಡಾಯ ಶಮನ: ಅಜ್ಜಂಪೀರ್ ಮನವೊಲಿಸುವಲ್ಲಿ ಸಿಎಂ ಯಶಸ್ವಿ [209,753,603,798]
left-story-body [7,120,193,594]
continued-column-2 [400,1040,590,1486]
paragraph: ಕೃಷಿ ಉತ್ಪನ್ನಗಳಲ್ಲಿ ಬಳಸುವ ರಾಸಾಯನಿಕಗಳು ಆರೋಗ್ಯಕ್ಕೆ ನಿಧಾನ ವಿಷವಾಗಿ ಪರಿಣಮಿಸುತ್ತಿವೆ ಎಂದು ತಜ್ಞರು ಎಚ್ಚರಿಸಿದ್ದಾರೆ. ಹಣ್ಣು ಹಾಗೂ ತರಕಾರಿಗಳನ್ನು ಸೇವಿಸುವ ಮುನ್ನ ಚೆನ್ನಾಗಿ ತೊಳೆಯಬೇಕು. ಆಹಾರ ಸುರಕ್ಷತಾ ಇಲಾಖೆ ಈ ಬಗ್ಗೆ ಜಾಗೃತಿ ಮೂಡಿಸುತ್ತಿದೆ. [204,1104,394,1150]
paragraph: ಮಳೆಯಿಂದ 505.81 ಲಕ್ಷ ರೂಪಾಯಿ ನಷ್ಟ ಸಂಭವಿಸಿದೆ. ಇದುವರೆಗೆ 1,02,504 ಹೆಕ್ಟೇರ್ ಪ್ರದೇಶದಲ್ಲಿ ಬೆಳೆ ಹಾನಿ ಸಂಭವಿಸಿದೆ ಎಂದು ಅಂದಾಜಿಸಲಾಗಿದೆ. [13,230,187,264]
paragraph: ಮಾಜಿ ಪ್ರಧಾನಿಗಳ ನಿವಾಸಕ್ಕೆ ಆಗಮಿಸಿದ ಉಪರಾಷ್ಟ್ರಪತಿಗಳನ್ನು ಕೇಂದ್ರ ಸಚಿವ ಹೆಚ್.ಡಿ.ಕುಮಾರಸ್ವಾಮಿ ಅವರು ಬರಮಾಡಿಕೊಂಡರು. ಪುಷ್ಪಗುಚ್ಛ ನೀಡಿ ಸನ್ಮಾನಿಸಿದರು. [639,272,877,306]
ed-photo [788,466,940,576]
kumaraswamy-body-left [206,396,342,746]
kumaraswamy-body-right [482,396,620,746]
kumaraswamy-headline: ವಿರೋಧ ಪಕ್ಷಗಳ ಮೇಲೆ ಕೈ ದಬ್ಬಾಳಿಕೆ [232,349,590,384]
divider [198,1018,199,1486]
top-story-body-right [762,104,940,314]
